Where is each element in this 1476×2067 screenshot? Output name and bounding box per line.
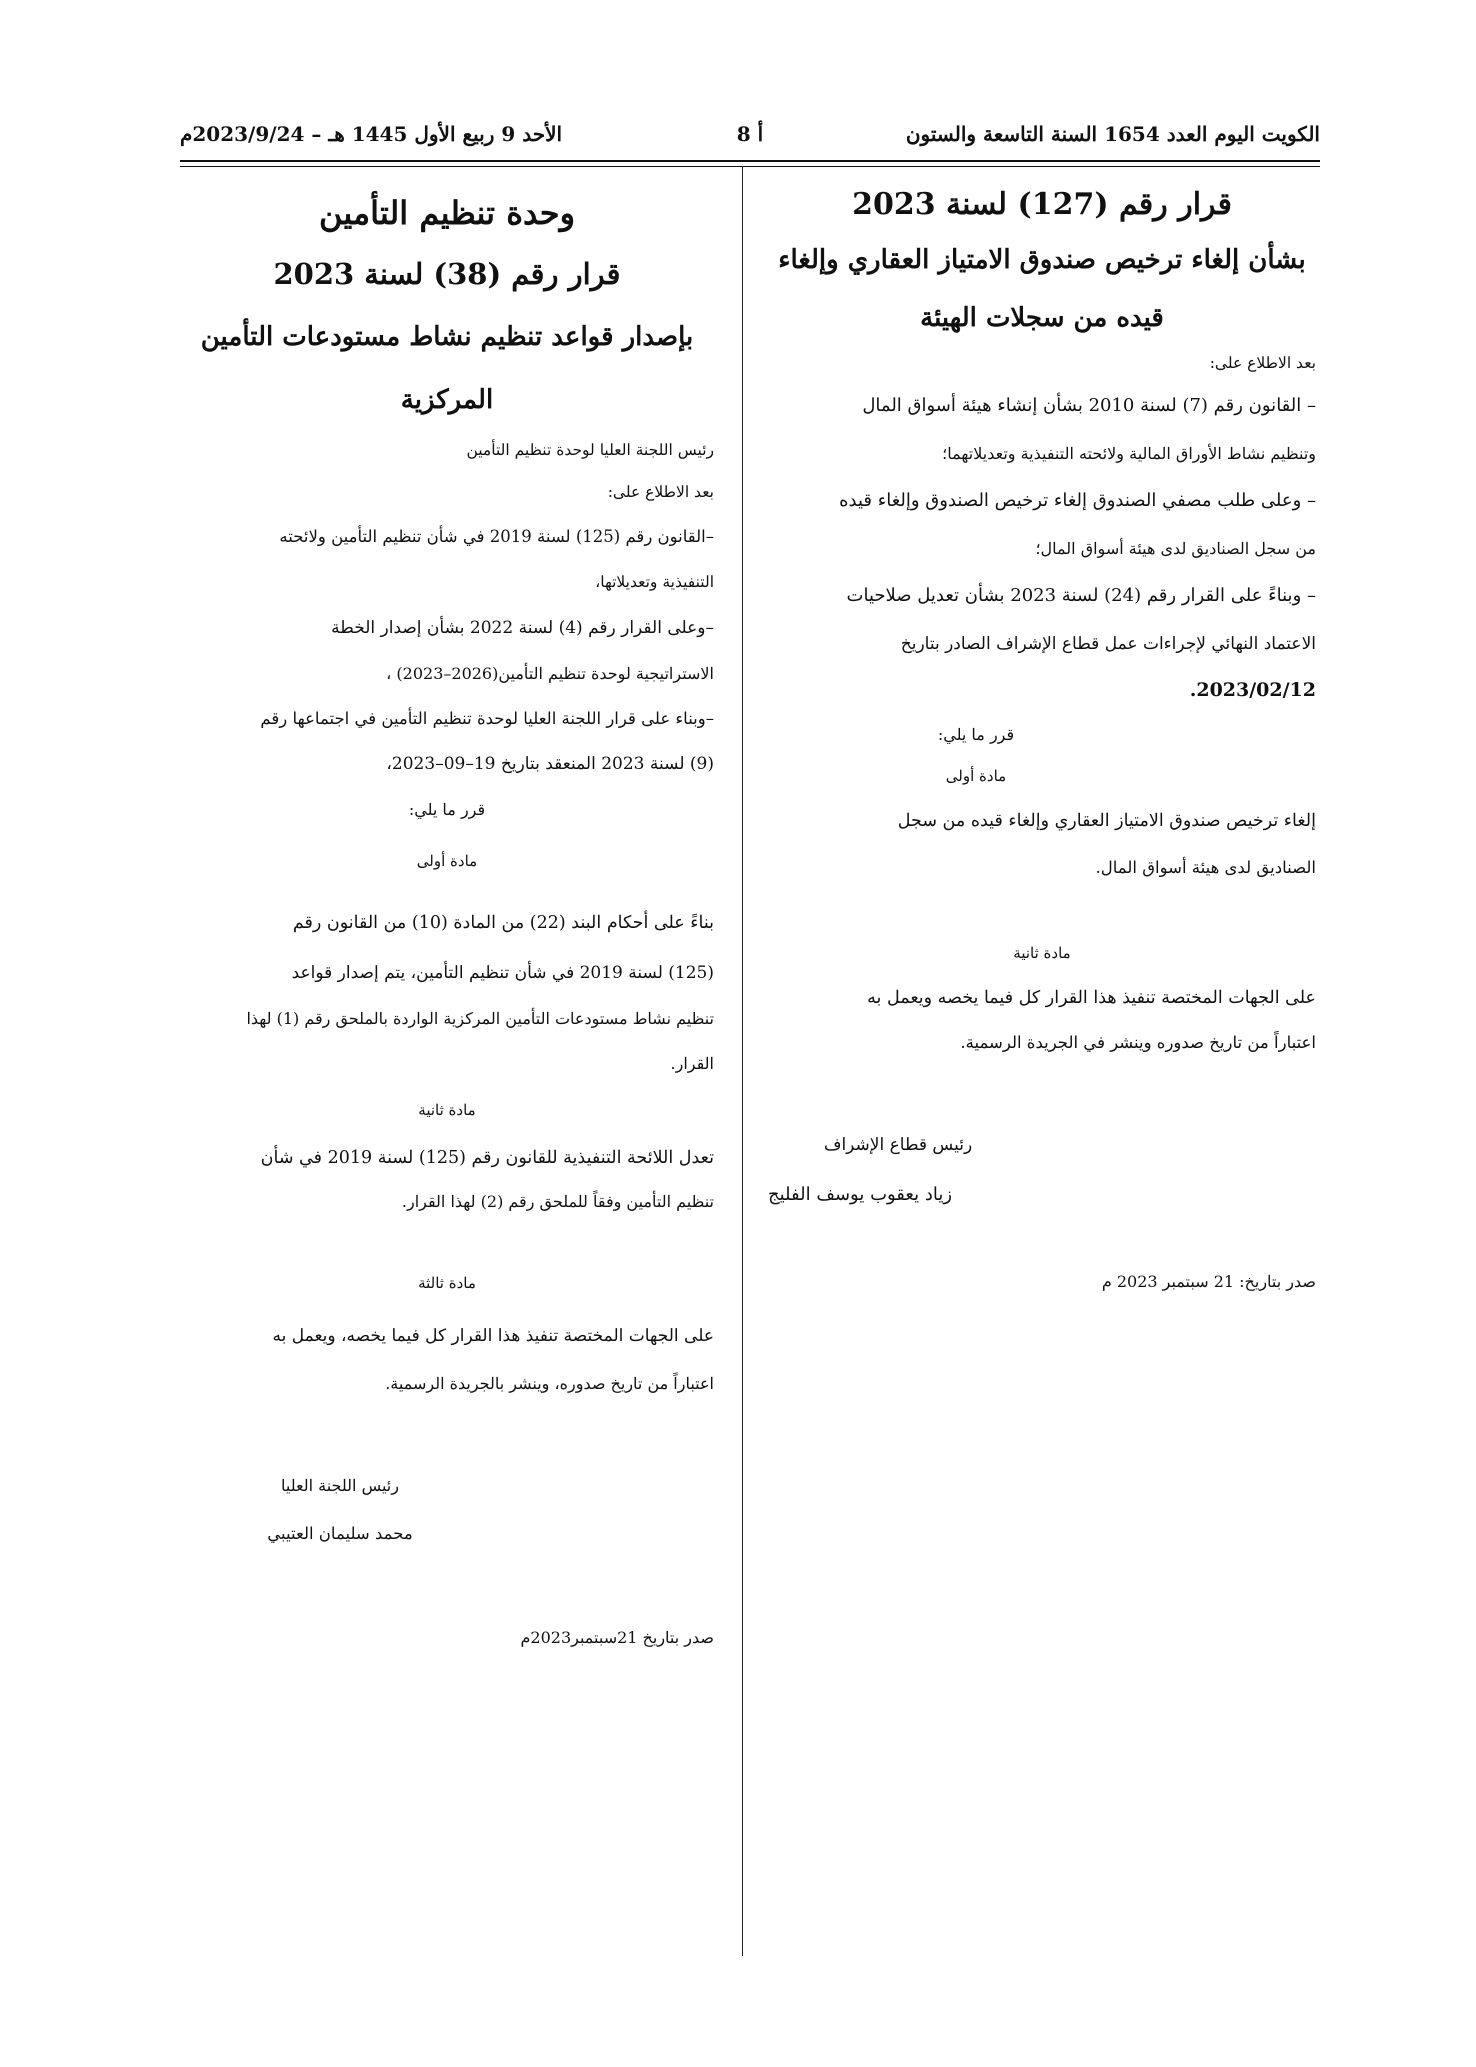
page-header — [180, 122, 1320, 152]
left-decided-heading: قرر ما يلي: — [408, 800, 486, 819]
left-article-2-line2: تنظيم التأمين وفقاً للملحق رقم (2) لهذا القرار. — [401, 1192, 714, 1211]
issuer-line: رئيس اللجنة العليا لوحدة تنظيم التأمين — [466, 441, 714, 459]
signatory-name: زياد يعقوب يوسف الفليج — [768, 1184, 953, 1205]
left-issue-date: صدر بتاريخ 21سبتمبر2023م — [520, 1628, 714, 1647]
left-article-1-line3: تنظيم نشاط مستودعات التأمين المركزية الواردة بالملحق رقم (1) لهذا — [246, 1009, 714, 1028]
review-item-3-line3: 2023/02/12. — [1189, 679, 1316, 701]
left-review-item-3-line2: (9) لسنة 2023 المنعقد بتاريخ 19–09–2023، — [386, 754, 714, 774]
left-review-item-1-line2: التنفيذية وتعديلاتها، — [595, 573, 714, 591]
decision-127-subject-line1: بشأن إلغاء ترخيص صندوق الامتياز العقاري وإلغاء — [778, 245, 1306, 275]
left-article-3-heading: مادة ثالثة — [418, 1274, 476, 1292]
article-1-line1: إلغاء ترخيص صندوق الامتياز العقاري وإلغاء قيده من سجل — [897, 811, 1316, 831]
review-item-2-line2: من سجل الصناديق لدى هيئة أسواق المال؛ — [1035, 539, 1316, 558]
decision-38-subject-line1: بإصدار قواعد تنظيم نشاط مستودعات التأمين — [200, 322, 694, 352]
left-article-2-heading: مادة ثانية — [418, 1101, 476, 1119]
header-page-number: أ 8 — [736, 122, 764, 146]
left-review-item-3-line1: –وبناء على قرار اللجنة العليا لوحدة تنظيم التأمين في اجتماعها رقم — [260, 709, 714, 728]
article-1-line2: الصناديق لدى هيئة أسواق المال. — [1095, 858, 1316, 877]
review-item-3-line2: الاعتماد النهائي لإجراءات عمل قطاع الإشراف الصادر بتاريخ — [900, 634, 1316, 654]
article-2-line2: اعتباراً من تاريخ صدوره وينشر في الجريدة الرسمية. — [960, 1033, 1316, 1052]
left-article-3-line1: على الجهات المختصة تنفيذ هذا القرار كل فيما يخصه، ويعمل به — [272, 1326, 714, 1346]
review-heading-left: بعد الاطلاع على: — [607, 483, 714, 501]
decision-38-column — [180, 180, 714, 1660]
issue-date: صدر بتاريخ: 21 سبتمبر 2023 م — [1101, 1272, 1316, 1291]
review-item-2-line1: – وعلى طلب مصفي الصندوق إلغاء ترخيص الصندوق وإلغاء قيده — [839, 490, 1316, 511]
unit-heading: وحدة تنظيم التأمين — [318, 194, 576, 232]
left-article-2-line1: تعدل اللائحة التنفيذية للقانون رقم (125) لسنة 2019 في شأن — [260, 1148, 714, 1168]
decision-38-title: قرار رقم (38) لسنة 2023 — [273, 257, 621, 291]
left-review-item-1-line1: –القانون رقم (125) لسنة 2019 في شأن تنظيم التأمين ولائحته — [279, 527, 714, 546]
header-issue-info: الكويت اليوم العدد 1654 السنة التاسعة والستون — [905, 122, 1320, 146]
left-article-1-heading: مادة أولى — [416, 852, 478, 870]
review-heading: بعد الاطلاع على: — [1209, 354, 1316, 372]
left-signatory-name: محمد سليمان العتيبي — [267, 1524, 413, 1543]
left-article-1-line4: القرار. — [670, 1054, 714, 1073]
decided-heading: قرر ما يلي: — [937, 725, 1015, 744]
column-divider — [742, 166, 743, 1956]
article-2-line1: على الجهات المختصة تنفيذ هذا القرار كل فيما يخصه ويعمل به — [867, 988, 1316, 1008]
header-rule-thick — [180, 160, 1320, 162]
left-review-item-2-line1: –وعلى القرار رقم (4) لسنة 2022 بشأن إصدار الخطة — [331, 618, 714, 638]
left-article-1-line1: بناءً على أحكام البند (22) من المادة (10) من القانون رقم — [292, 913, 714, 933]
signatory-title: رئيس قطاع الإشراف — [823, 1135, 973, 1155]
left-article-1-line2: (125) لسنة 2019 في شأن تنظيم التأمين، يتم إصدار قواعد — [291, 963, 714, 983]
decision-127-column — [768, 180, 1316, 1304]
review-item-1-line2: وتنظيم نشاط الأوراق المالية ولائحته التنفيذية وتعديلاتهما؛ — [942, 444, 1316, 463]
article-2-heading: مادة ثانية — [1013, 944, 1071, 962]
review-item-1-line1: – القانون رقم (7) لسنة 2010 بشأن إنشاء هيئة أسواق المال — [862, 395, 1316, 416]
decision-127-subject-line2: قيده من سجلات الهيئة — [920, 303, 1164, 333]
article-1-heading: مادة أولى — [945, 767, 1007, 785]
left-article-3-line2: اعتباراً من تاريخ صدوره، وينشر بالجريدة الرسمية. — [385, 1374, 714, 1393]
left-signatory-title: رئيس اللجنة العليا — [281, 1476, 399, 1495]
left-review-item-2-line2: الاستراتيجية لوحدة تنظيم التأمين(2026–2023) ، — [386, 664, 714, 683]
header-date: الأحد 9 ربيع الأول 1445 هـ – 2023/9/24م — [180, 122, 563, 146]
decision-127-title: قرار رقم (127) لسنة 2023 — [852, 187, 1232, 222]
header-rule-thin — [180, 166, 1320, 167]
review-item-3-line1: – وبناءً على القرار رقم (24) لسنة 2023 بشأن تعديل صلاحيات — [846, 585, 1316, 606]
decision-38-subject-line2: المركزية — [400, 385, 494, 415]
